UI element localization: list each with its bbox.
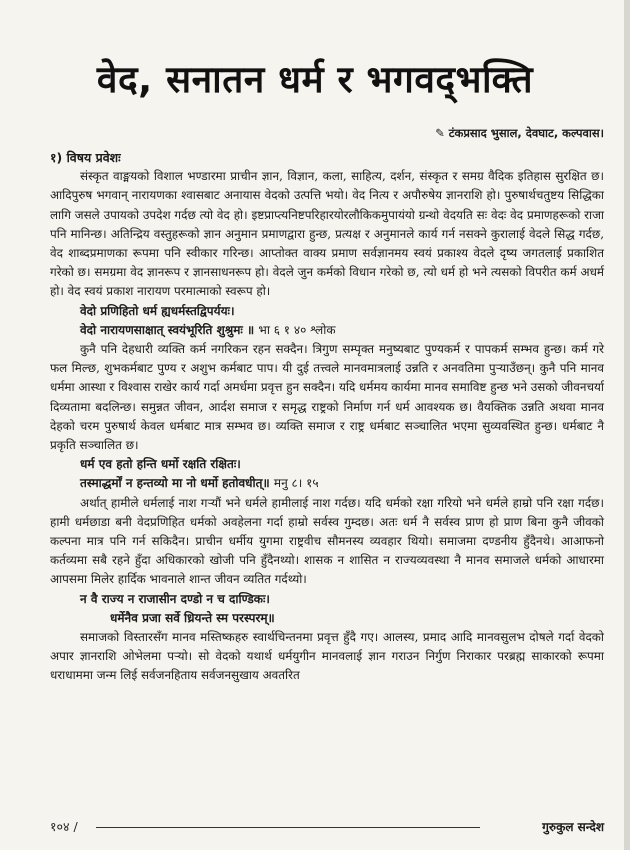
verse-line: धर्म एव हतो हन्ति धर्मो रक्षति रक्षितः। bbox=[80, 457, 241, 472]
page-number: १०४ / bbox=[50, 819, 78, 834]
verse-line: धर्मेनैव प्रजा सर्वे ध्रियन्ते स्म परस्परम्॥ bbox=[110, 610, 275, 625]
paragraph: अर्थात् हामीले धर्मलाई नाश गऱ्यौं भने धर्मले हामीलाई नाश गर्दछ। यदि धर्मको रक्षा गरियो भने धर्मले हाम्रो पनि रक्षा गर्दछ। हामी धर्मछाडा बनी वेदप्रणिहित धर्मको अवहेलना गर्दा हाम्रो सर्वस्व गुम्दछ। अतः धर्म नै सर्वस्व प्राण हो प्राण बिना कुनै जीवको कल्पना मात्र पनि गर्न सकिदैन। प्राचीन धर्मीय युगमा राष्ट्रवीच सौमनस्य व्यवहार थियो। समाजमा दण्डनीय हुँदैनथे। आआफनो कर्तव्यमा सबै रहने हुँदा अधिकारको खोजी पनि हुँदैनथ्यो। शासक न शासित न राज्यव्यवस्था नै मानव समाजले धर्मको आधारमा आपसमा मिलेर हार्दिक भावनाले शान्त जीवन व्यतित गर्दथ्यो। bbox=[50, 495, 604, 587]
pen-icon: ✎ bbox=[435, 126, 445, 140]
paragraph: संस्कृत वाङ्मयको विशाल भण्डारमा प्राचीन ज्ञान, विज्ञान, कला, साहित्य, दर्शन, संस्कृत र समग्र वैदिक इतिहास सुरक्षित छ। आदिपुरुष भगवान् नारायणका श्वासबाट अनायास वेदको उत्पत्ति भयो। वेद नित्य र अपौरुषेय ज्ञानराशि हो। पुरुषार्थचतुष्टय सिद्धिका लागि जसले उपायको उपदेश गर्दछ त्यो वेद हो। इष्टप्राप्त्यनिष्टपरिहारयोरलौकिकमुपायंयो ग्रन्थो वेदयति सः वेदः वेद प्रमाणहरूको राजा पनि मानिन्छ। अतिन्द्रिय वस्तुहरूको ज्ञान अनुमान प्रमाणद्वारा हुन्छ, प्रत्यक्ष र अनुमानले कार्य गर्न नसक्ने कुरालाई वेदले सिद्ध गर्दछ, वेद शाब्दप्रमाणका रूपमा पनि स्वीकार गरिन्छ। आप्तोक्त वाक्य प्रमाण सर्वज्ञानमय स्वयं प्रकाश्य वेदले दृष्य जगतलाई प्रकाशित गरेको छ। समग्रमा वेद ज्ञानरूप र ज्ञानसाधनरूप हो। वेदले जुन कर्मको विधान गरेको छ, त्यो धर्म हो भने त्यसको विपरीत कर्म अधर्म हो। वेद स्वयं प्रकाश नारायण परमात्माको स्वरूप हो। bbox=[50, 169, 604, 299]
verse-text: वेदो नारायणसाक्षात् स्वयंभूरिति शुश्रुमः ॥ bbox=[80, 322, 255, 337]
section-heading: १) विषय प्रवेशः bbox=[50, 150, 121, 165]
paragraph: समाजको विस्तारसँग मानव मस्तिष्कहरु स्वार्थचिन्तनमा प्रवृत्त हुँदै गए। आलस्य, प्रमाद आदि मानवसुलभ दोषले गर्दा वेदको अपार ज्ञानराशि ओभेलमा पऱ्यो। सो वेदको यथार्थ धर्मयुगीन मानवलाई ज्ञान गराउन निर्गुण निराकार परब्रह्म साकारको रूपमा धराधाममा जन्म लिई सर्वजनहिताय सर्वजनसुखाय अवतरित bbox=[50, 630, 604, 683]
footer-rule bbox=[96, 827, 480, 828]
article-title: वेद, सनातन धर्म र भगवद्‌भक्ति bbox=[96, 58, 534, 101]
verse-line bbox=[80, 474, 604, 493]
author-text: टंकप्रसाद भुसाल, देवघाट, कल्पवास। bbox=[448, 126, 604, 140]
verse-line bbox=[80, 321, 604, 340]
paragraph: कुनै पनि देहधारी व्यक्ति कर्म नगरिकन रहन सक्दैन। त्रिगुण सम्पृक्त मनुष्यबाट पुण्यकर्म र पापकर्म सम्भव हुन्छ। कर्म गरे फल मिल्छ, शुभकर्मबाट पुण्य र अशुभ कर्मबाट पाप। यी दुई तत्त्वले मानवमात्रलाई उन्नति र अनवतिमा पुऱ्याउँछन्। कुनै पनि मानव धर्ममा आस्था र विश्वास राखेर कार्य गर्दा अमर्धमा प्रवृत्त हुन सक्दैन। यदि धर्ममय कार्यमा मानव समाविष्ट हुन्छ भने उसको जीवनचर्या दिव्यतामा बदलिन्छ। समुन्नत जीवन, आर्दश समाज र समृद्ध राष्ट्रको निर्माण गर्न धर्म आवश्यक छ। वैयक्तिक उन्नति अथवा मानव देहको चरम पुरुषार्थ केवल धर्मबाट मात्र सम्भव छ। व्यक्ति समाज र राष्ट्र धर्मबाट सञ्चालित भएमा सुव्यवस्थित हुन्छ। धर्मबाट नै प्रकृति सञ्चालित छ। bbox=[50, 342, 604, 453]
verse-line: वेदो प्रणिहितो धर्म ह्यधर्मस्तद्विपर्ययः। bbox=[80, 303, 235, 318]
page-footer bbox=[50, 818, 604, 834]
magazine-name: गुरुकुल सन्देश bbox=[542, 820, 604, 834]
verse-reference: मनु ८। १५ bbox=[273, 476, 319, 491]
verse-reference: भा ६ १ ४० श्लोक bbox=[258, 322, 336, 337]
page-edge-shadow bbox=[624, 0, 630, 850]
article-body bbox=[50, 148, 604, 686]
verse-line: न वै राज्य न राजासीन दण्डो न च दाण्डिकः। bbox=[80, 591, 270, 606]
verse-text: तस्माद्धर्मों न हन्तव्यो मा नो धर्मो हतोवधीत्॥ bbox=[80, 476, 270, 491]
author-byline bbox=[435, 126, 604, 141]
